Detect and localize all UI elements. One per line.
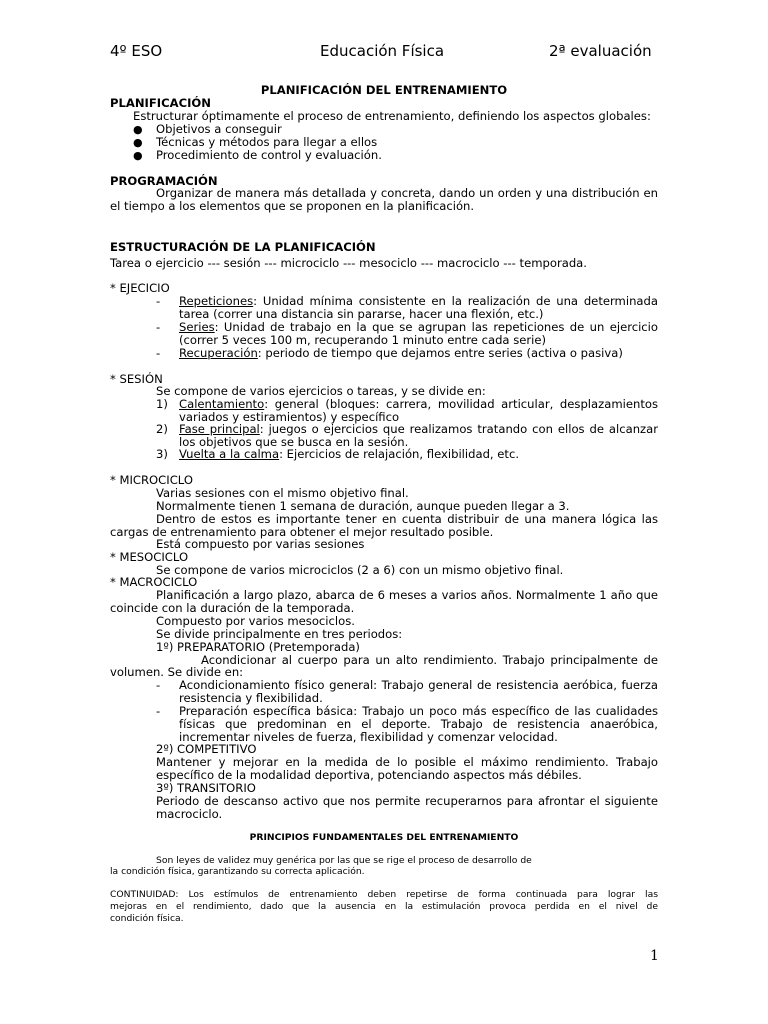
page-number: 1 [650,948,659,964]
macrociclo-line: coincide con la duración de la temporada. [110,601,355,615]
sesion-desc: : general (bloques: carrera, movilidad articular, desplazamientos [264,397,658,411]
microciclo-line: Está compuesto por varias sesiones [156,537,365,551]
bullet-icon: ● [133,123,143,136]
estructuracion-sequence: Tarea o ejercicio --- sesión --- microciclo --- mesociclo --- macrociclo --- temporada. [110,256,587,270]
period-bullet-text: físicas que predominan en el deporte. Trabajo de resistencia anaeróbica, [179,717,658,731]
planificacion-heading: PLANIFICACIÓN [110,96,211,110]
dash-marker: - [156,294,161,308]
ejercicio-term: Series [179,320,215,334]
page-title: PLANIFICACIÓN DEL ENTRENAMIENTO [260,83,508,97]
sesion-item-number: 3) [156,447,168,461]
microciclo-line: cargas de entrenamiento para obtener el mejor resultado posible. [110,525,494,539]
period-title: 2º) COMPETITIVO [156,742,257,756]
estructuracion-heading: ESTRUCTURACIÓN DE LA PLANIFICACIÓN [110,240,376,254]
sesion-heading: * SESIÓN [110,372,163,386]
macrociclo-line: Compuesto por varios mesociclos. [156,614,355,628]
period-text: Acondicionar al cuerpo para un alto rendimiento. Trabajo principalmente de [201,653,658,667]
sesion-term: Calentamiento [179,397,265,411]
macrociclo-line: Planificación a largo plazo, abarca de 6 meses a varios años. Normalmente 1 año que [156,588,658,602]
period-text: macrociclo. [156,807,223,821]
dash-marker: - [156,320,161,334]
dash-marker: - [156,678,161,692]
planificacion-intro: Estructurar óptimamente el proceso de entrenamiento, definiendo los aspectos globales: [133,109,651,123]
sesion-item [179,448,519,461]
period-text: volumen. Se divide en: [110,665,244,679]
sesion-term: Vuelta a la calma [179,447,280,461]
ejercicio-heading: * EJECICIO [110,281,170,295]
planificacion-bullet: Técnicas y métodos para llegar a ellos [156,135,378,149]
period-bullet-text: resistencia y flexibilidad. [179,691,323,705]
sesion-desc-line2: variados y estiramientos) y específico [179,410,400,424]
bullet-icon: ● [133,149,143,162]
ejercicio-desc: : Unidad mínima consistente en la realización de una determinada [253,294,658,308]
principios-heading: PRINCIPIOS FUNDAMENTALES DEL ENTRENAMIENTO [249,832,519,843]
mesociclo-line: Se compone de varios microciclos (2 a 6) con un mismo objetivo final. [156,563,564,577]
programacion-line: Organizar de manera más detallada y concreta, dando un orden y una distribución en [156,186,658,200]
period-title: 3º) TRANSITORIO [156,781,256,795]
mesociclo-heading: * MESOCICLO [110,550,189,564]
programacion-line: el tiempo a los elementos que se proponen en la planificación. [110,199,475,213]
period-bullet-text: incrementar niveles de fuerza, flexibilidad y comenzar velocidad. [179,730,558,744]
principios-intro: la condición física, garantizando su correcta aplicación. [110,866,365,877]
microciclo-heading: * MICROCICLO [110,473,193,487]
period-text: Mantener y mejorar en la medida de lo posible el máximo rendimiento. Trabajo [156,755,658,769]
dash-marker: - [156,346,161,360]
period-text: Periodo de descanso activo que nos permite recuperarnos para afrontar el siguiente [156,794,658,808]
ejercicio-desc-line2: (correr 5 veces 100 m, recuperando 1 minuto entre cada serie) [179,333,547,347]
sesion-desc: : Ejercicios de relajación, flexibilidad, etc. [279,447,520,461]
sesion-item-number: 2) [156,422,168,436]
principios-intro: Son leyes de validez muy genérica por las que se rige el proceso de desarrollo de [156,855,532,866]
ejercicio-term: Repeticiones [179,294,254,308]
sesion-intro: Se compone de varios ejercicios o tareas, y se divide en: [156,384,486,398]
ejercicio-term: Recuperación [179,346,258,360]
sesion-desc: : juegos o ejercicios que realizamos tratando con ellos de alcanzar [259,422,658,436]
continuidad-text: mejoras en el rendimiento, dado que la ausencia en la estimulación provoca perdida en el nivel de [110,901,658,912]
period-bullet-text: Preparación específica básica: Trabajo un poco más específico de las cualidades [179,704,658,718]
header-course: 4º ESO [110,42,163,60]
period-text: específico de la modalidad deportiva, potenciando aspectos más débiles. [156,768,582,782]
sesion-term: Fase principal [179,422,260,436]
continuidad-text: CONTINUIDAD: Los estímulos de entrenamiento deben repetirse de forma continuada para lograr las [110,889,658,900]
microciclo-line: Varias sesiones con el mismo objetivo final. [156,486,409,500]
planificacion-bullet: Procedimiento de control y evaluación. [156,148,382,162]
ejercicio-desc: : Unidad de trabajo en la que se agrupan las repeticiones de un ejercicio [214,320,658,334]
microciclo-line: Dentro de estos es importante tener en cuenta distribuir de una manera lógica las [156,512,658,526]
bullet-icon: ● [133,136,143,149]
ejercicio-item [179,347,623,360]
dash-marker: - [156,704,161,718]
programacion-heading: PROGRAMACIÓN [110,174,218,188]
header-term: 2ª evaluación [549,42,652,60]
microciclo-line: Normalmente tienen 1 semana de duración, aunque pueden llegar a 3. [156,499,570,513]
sesion-item-number: 1) [156,397,168,411]
header-subject: Educación Física [320,42,445,60]
ejercicio-desc-line2: tarea (correr una distancia sin pararse, hacer una flexión, etc.) [179,307,544,321]
sesion-desc-line2: los objetivos que se busca en la sesión. [179,435,409,449]
macrociclo-line: Se divide principalmente en tres periodos: [156,627,403,641]
planificacion-bullet: Objetivos a conseguir [156,122,282,136]
ejercicio-desc: : periodo de tiempo que dejamos entre series (activa o pasiva) [257,346,623,360]
period-bullet-text: Acondicionamiento físico general: Trabajo general de resistencia aeróbica, fuerza [179,678,658,692]
continuidad-text: condición física. [110,913,184,924]
macrociclo-heading: * MACROCICLO [110,575,198,589]
period-title: 1º) PREPARATORIO (Pretemporada) [156,640,360,654]
